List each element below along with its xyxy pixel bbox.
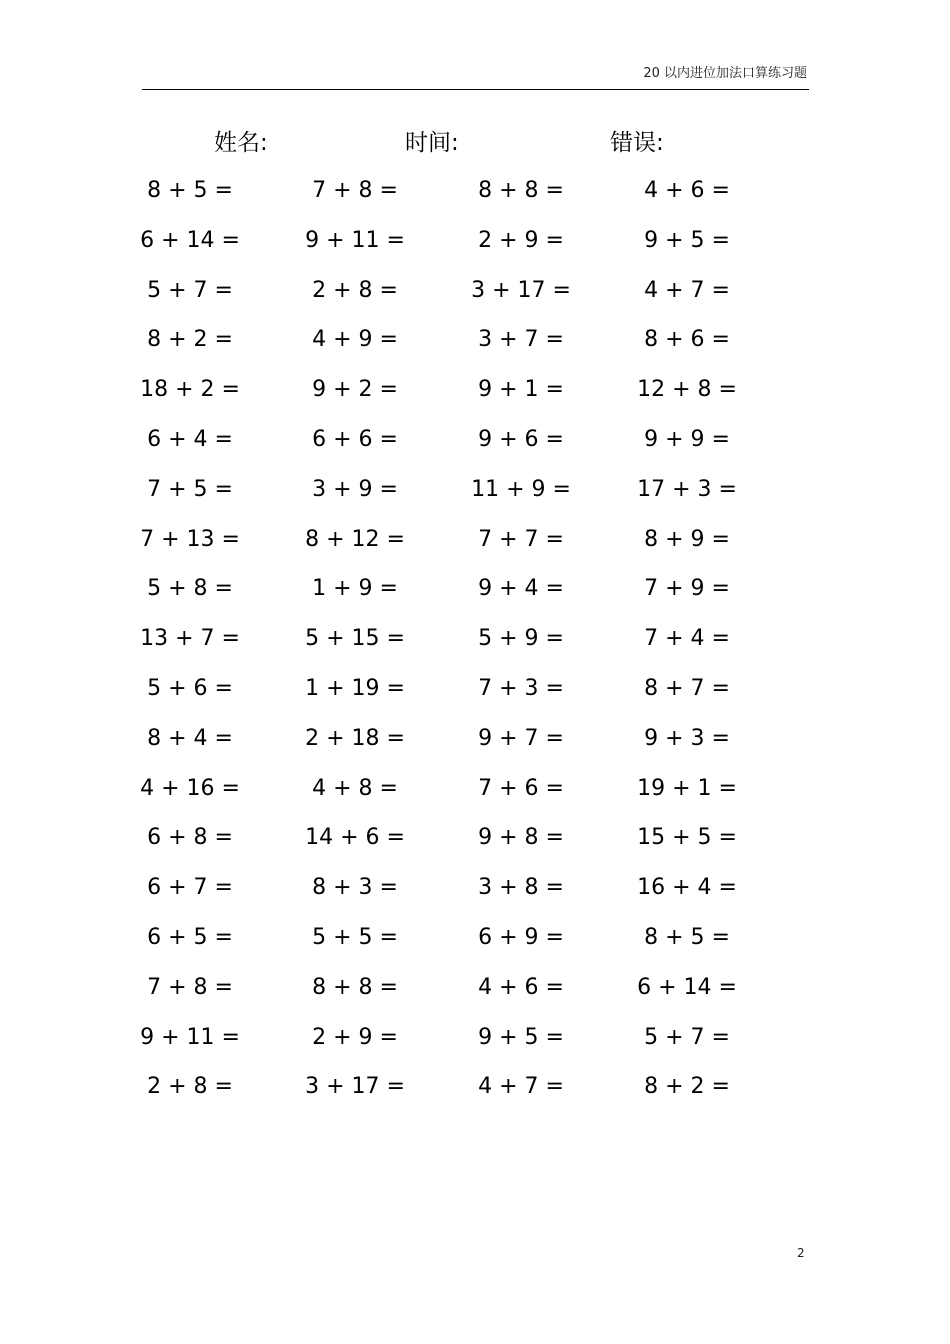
- problem-item: 8 + 5 =: [644, 924, 730, 950]
- problem-item: 14 + 6 =: [305, 825, 405, 851]
- problem-item: 6 + 8 =: [147, 825, 233, 851]
- problem-item: 7 + 13 =: [140, 526, 240, 552]
- problem-item: 8 + 8 =: [312, 974, 398, 1000]
- problem-item: 1 + 19 =: [305, 675, 405, 701]
- problem-item: 1 + 9 =: [312, 576, 398, 602]
- problem-item: 5 + 6 =: [147, 675, 233, 701]
- problem-item: 9 + 5 =: [644, 227, 730, 253]
- problem-item: 8 + 7 =: [644, 675, 730, 701]
- problem-row: [130, 817, 810, 867]
- problem-item: 3 + 17 =: [305, 1074, 405, 1100]
- problem-item: 4 + 16 =: [140, 775, 240, 801]
- problem-item: 7 + 6 =: [478, 775, 564, 801]
- problem-item: 9 + 7 =: [478, 725, 564, 751]
- problem-row: [130, 867, 810, 917]
- problem-item: 7 + 8 =: [312, 178, 398, 203]
- problem-row: [130, 1017, 810, 1067]
- problem-row: [130, 718, 810, 768]
- page-number: 2: [797, 1246, 805, 1260]
- problem-row: [130, 220, 810, 270]
- problem-item: 9 + 5 =: [478, 1024, 564, 1050]
- problem-item: 8 + 6 =: [644, 327, 730, 353]
- problem-item: 5 + 9 =: [478, 626, 564, 652]
- problem-item: 6 + 14 =: [637, 974, 737, 1000]
- problem-row: [130, 668, 810, 718]
- problem-item: 8 + 5 =: [147, 178, 233, 203]
- problem-row: [130, 568, 810, 618]
- problem-item: 17 + 3 =: [637, 476, 737, 502]
- problem-row: [130, 519, 810, 569]
- problem-item: 6 + 14 =: [140, 227, 240, 253]
- problem-item: 8 + 3 =: [312, 875, 398, 901]
- problem-item: 6 + 7 =: [147, 875, 233, 901]
- problem-item: 8 + 9 =: [644, 526, 730, 552]
- problem-item: 8 + 12 =: [305, 526, 405, 552]
- problem-item: 7 + 8 =: [147, 974, 233, 1000]
- problem-item: 9 + 9 =: [644, 426, 730, 452]
- problem-item: 6 + 5 =: [147, 924, 233, 950]
- header-rule: [142, 89, 809, 90]
- problem-row: [130, 917, 810, 967]
- problem-item: 9 + 1 =: [478, 377, 564, 403]
- problem-item: 9 + 3 =: [644, 725, 730, 751]
- problem-item: 4 + 7 =: [478, 1074, 564, 1100]
- problem-item: 8 + 2 =: [147, 327, 233, 353]
- problem-row: [130, 618, 810, 668]
- problem-item: 2 + 8 =: [312, 277, 398, 303]
- errors-label: 错误:: [610, 130, 664, 156]
- problem-row: [130, 1066, 810, 1116]
- problem-item: 9 + 2 =: [312, 377, 398, 403]
- problem-item: 5 + 7 =: [147, 277, 233, 303]
- problem-row: [130, 469, 810, 519]
- problem-item: 4 + 6 =: [478, 974, 564, 1000]
- problem-item: 12 + 8 =: [637, 377, 737, 403]
- problem-item: 16 + 4 =: [637, 875, 737, 901]
- problem-item: 3 + 17 =: [471, 277, 571, 303]
- problem-item: 3 + 8 =: [478, 875, 564, 901]
- problem-item: 8 + 8 =: [478, 178, 564, 203]
- problem-item: 8 + 2 =: [644, 1074, 730, 1100]
- problem-item: 9 + 11 =: [140, 1024, 240, 1050]
- problem-item: 4 + 6 =: [644, 178, 730, 203]
- header-title: 20 以内进位加法口算练习题: [643, 66, 807, 81]
- problem-item: 6 + 6 =: [312, 426, 398, 452]
- problem-item: 7 + 9 =: [644, 576, 730, 602]
- problem-item: 5 + 8 =: [147, 576, 233, 602]
- problem-row: [130, 768, 810, 818]
- problem-item: 9 + 8 =: [478, 825, 564, 851]
- problem-row: [130, 967, 810, 1017]
- problem-item: 9 + 6 =: [478, 426, 564, 452]
- problem-row: [130, 170, 810, 220]
- problem-item: 9 + 11 =: [305, 227, 405, 253]
- problem-item: 11 + 9 =: [471, 476, 571, 502]
- problem-item: 7 + 4 =: [644, 626, 730, 652]
- problem-item: 3 + 9 =: [312, 476, 398, 502]
- problem-item: 13 + 7 =: [140, 626, 240, 652]
- problem-item: 2 + 9 =: [312, 1024, 398, 1050]
- problem-item: 3 + 7 =: [478, 327, 564, 353]
- problem-item: 7 + 5 =: [147, 476, 233, 502]
- problem-item: 6 + 4 =: [147, 426, 233, 452]
- problem-item: 19 + 1 =: [637, 775, 737, 801]
- problem-row: [130, 369, 810, 419]
- problem-row: [130, 270, 810, 320]
- problem-item: 2 + 8 =: [147, 1074, 233, 1100]
- problem-item: 15 + 5 =: [637, 825, 737, 851]
- problem-item: 7 + 7 =: [478, 526, 564, 552]
- problem-item: 18 + 2 =: [140, 377, 240, 403]
- problem-item: 4 + 8 =: [312, 775, 398, 801]
- problem-item: 9 + 4 =: [478, 576, 564, 602]
- problem-item: 5 + 15 =: [305, 626, 405, 652]
- problem-item: 8 + 4 =: [147, 725, 233, 751]
- problem-item: 2 + 9 =: [478, 227, 564, 253]
- problem-grid: [130, 170, 810, 1116]
- time-label: 时间:: [405, 130, 459, 156]
- name-label: 姓名:: [214, 130, 268, 156]
- problem-row: [130, 319, 810, 369]
- problem-item: 4 + 9 =: [312, 327, 398, 353]
- problem-row: [130, 419, 810, 469]
- problem-item: 5 + 7 =: [644, 1024, 730, 1050]
- problem-item: 7 + 3 =: [478, 675, 564, 701]
- problem-item: 2 + 18 =: [305, 725, 405, 751]
- problem-item: 4 + 7 =: [644, 277, 730, 303]
- problem-item: 5 + 5 =: [312, 924, 398, 950]
- problem-item: 6 + 9 =: [478, 924, 564, 950]
